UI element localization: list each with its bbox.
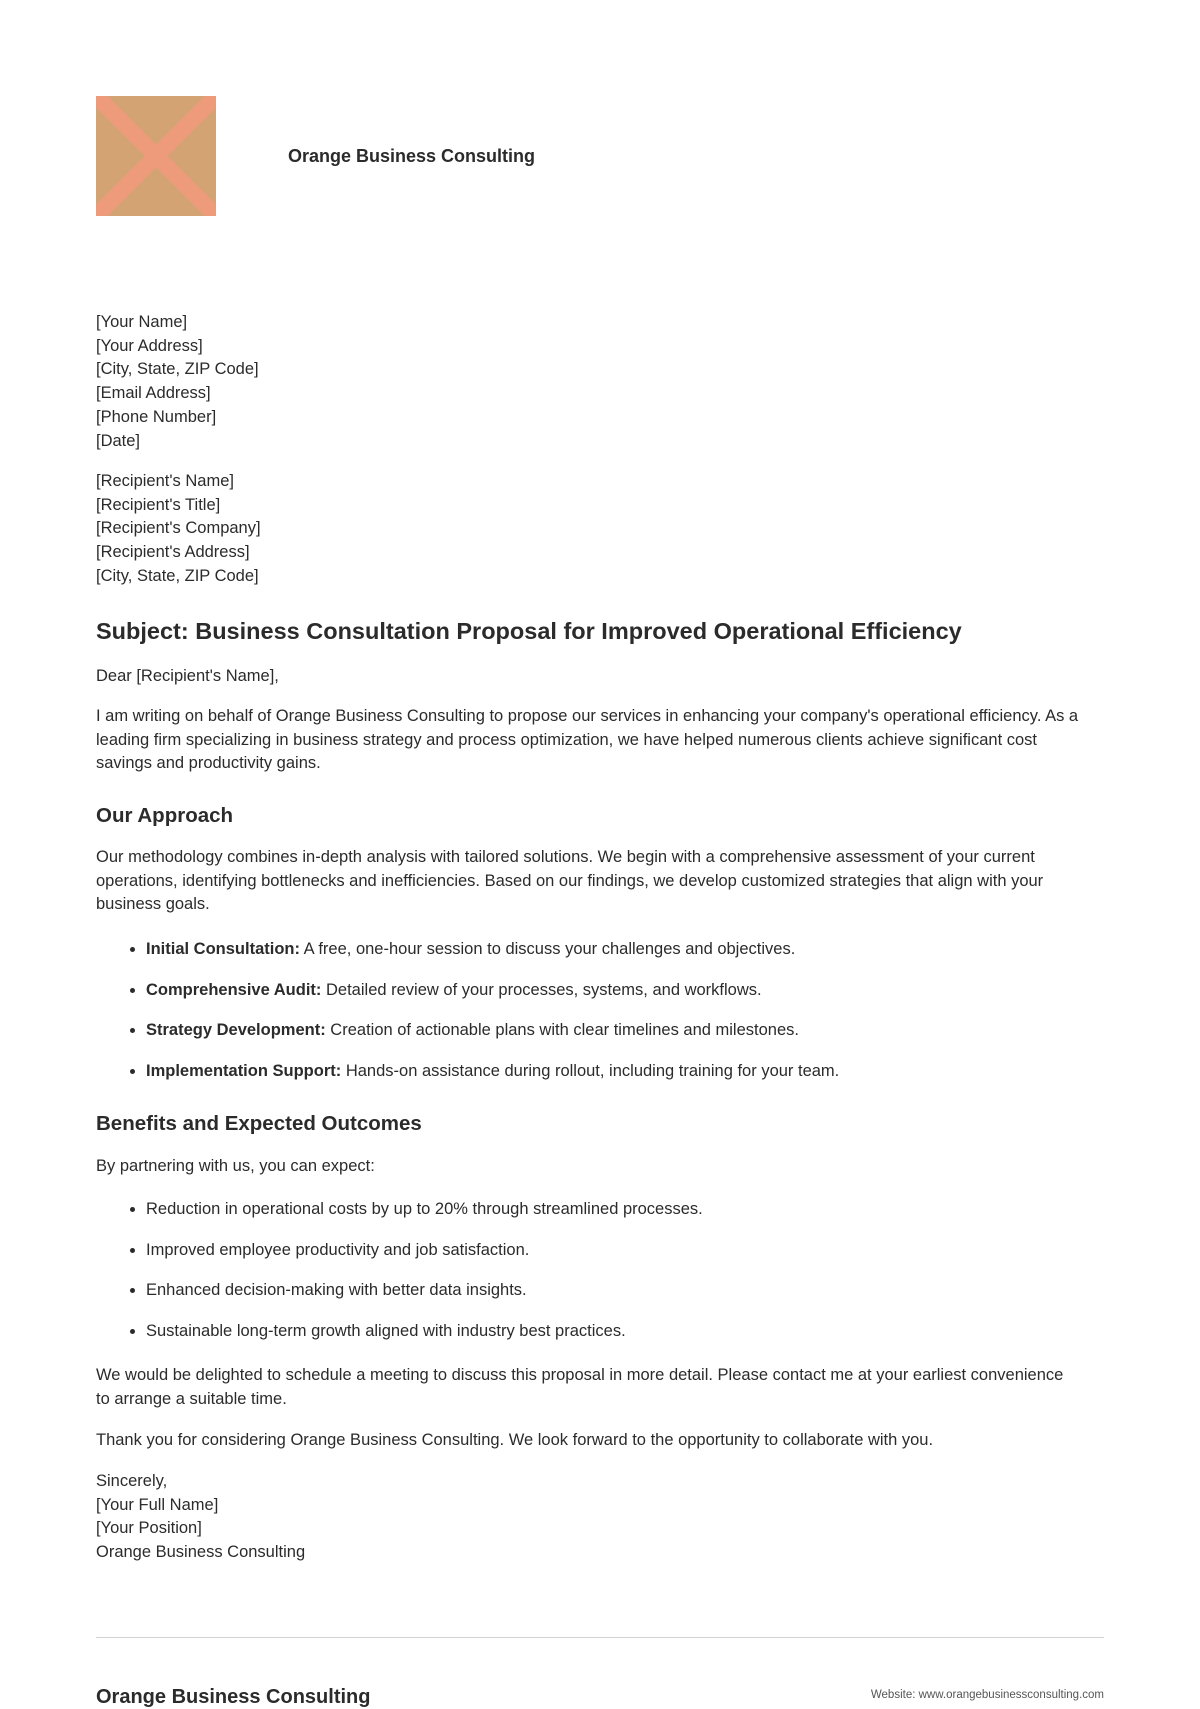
sender-phone: [Phone Number] bbox=[96, 407, 217, 426]
company-name: Orange Business Consulting bbox=[288, 146, 536, 166]
list-item-label: Initial Consultation: bbox=[146, 940, 300, 958]
recipient-company: [Recipient's Company] bbox=[96, 519, 261, 538]
approach-line: business goals. bbox=[96, 895, 210, 914]
list-item-text: Detailed review of your processes, systems, and workflows. bbox=[321, 980, 762, 999]
recipient-address-block bbox=[96, 470, 1106, 589]
recipient-address: [Recipient's Address] bbox=[96, 543, 250, 562]
benefits-intro bbox=[96, 1155, 1106, 1179]
placeholder-image-icon bbox=[96, 96, 216, 216]
recipient-name: [Recipient's Name] bbox=[96, 472, 234, 490]
sender-address: [Your Address] bbox=[96, 336, 203, 355]
list-item bbox=[146, 979, 1146, 1020]
letter-date: [Date] bbox=[96, 431, 141, 450]
recipient-title: [Recipient's Title] bbox=[96, 495, 221, 514]
intro-paragraph bbox=[96, 705, 1106, 776]
list-item bbox=[146, 938, 1146, 979]
list-item: • Improved employee productivity and job satisfaction. bbox=[146, 1239, 1146, 1280]
footer-website: Website: www.orangebusinessconsulting.com bbox=[870, 1689, 1104, 1701]
sender-name: [Your Name] bbox=[96, 313, 188, 331]
list-item: • Sustainable long-term growth aligned with industry best practices. bbox=[146, 1320, 1146, 1361]
approach-heading: Our Approach bbox=[96, 804, 234, 827]
sender-email: [Email Address] bbox=[96, 384, 211, 403]
sender-city-state-zip: [City, State, ZIP Code] bbox=[96, 360, 259, 379]
list-item-label: Implementation Support: bbox=[146, 1062, 342, 1081]
benefits-intro-text: By partnering with us, you can expect: bbox=[96, 1157, 375, 1175]
intro-line: leading firm specializing in business strategy and process optimization, we have helped numerous clients achieve significant cost bbox=[96, 730, 1037, 749]
subject-heading: Subject: Business Consultation Proposal for Improved Operational Efficiency bbox=[96, 618, 962, 644]
thank-you-line: Thank you for considering Orange Business Consulting. We look forward to the opportunity to collaborate with you. bbox=[96, 1431, 934, 1449]
closing-line: We would be delighted to schedule a meeting to discuss this proposal in more detail. Please contact me at your earliest convenience bbox=[96, 1366, 1064, 1384]
list-item-label: Strategy Development: bbox=[146, 1021, 326, 1040]
signature-block bbox=[96, 1470, 1106, 1565]
benefits-heading: Benefits and Expected Outcomes bbox=[96, 1112, 422, 1135]
list-item bbox=[146, 1019, 1146, 1060]
approach-line: operations, identifying bottlenecks and inefficiencies. Based on our findings, we develop customized strategies that align with your bbox=[96, 871, 1044, 890]
list-item-text: Creation of actionable plans with clear timelines and milestones. bbox=[325, 1021, 799, 1040]
sender-address-block bbox=[96, 311, 1106, 453]
sign-off: Sincerely, bbox=[96, 1472, 168, 1490]
thank-you-paragraph bbox=[96, 1429, 1106, 1453]
intro-line: savings and productivity gains. bbox=[96, 754, 321, 773]
intro-line: I am writing on behalf of Orange Business Consulting to propose our services in enhancing your company's operational efficiency. As a bbox=[96, 707, 1079, 725]
benefits-list bbox=[96, 1198, 1146, 1361]
letterhead bbox=[96, 96, 1104, 216]
list-item: • Reduction in operational costs by up to 20% through streamlined processes. bbox=[146, 1198, 1146, 1239]
footer-company-name: Orange Business Consulting bbox=[96, 1686, 371, 1708]
salutation-text: Dear [Recipient's Name], bbox=[96, 667, 279, 685]
approach-list bbox=[96, 938, 1146, 1101]
signer-position: [Your Position] bbox=[96, 1519, 202, 1538]
recipient-city-state-zip: [City, State, ZIP Code] bbox=[96, 566, 259, 585]
closing-line: to arrange a suitable time. bbox=[96, 1389, 287, 1408]
list-item bbox=[146, 1060, 1146, 1101]
footer-divider bbox=[96, 1637, 1104, 1638]
list-item-label: Comprehensive Audit: bbox=[146, 980, 322, 999]
list-item-text: Hands-on assistance during rollout, including training for your team. bbox=[341, 1062, 840, 1081]
signer-name: [Your Full Name] bbox=[96, 1495, 219, 1514]
salutation bbox=[96, 665, 1106, 689]
closing-paragraph bbox=[96, 1364, 1106, 1411]
list-item: • Enhanced decision-making with better data insights. bbox=[146, 1279, 1146, 1320]
approach-paragraph bbox=[96, 846, 1106, 917]
approach-line: Our methodology combines in-depth analysis with tailored solutions. We begin with a comprehensive assessment of your current bbox=[96, 848, 1035, 866]
list-item-text: A free, one-hour session to discuss your challenges and objectives. bbox=[300, 940, 796, 958]
signer-company: Orange Business Consulting bbox=[96, 1543, 306, 1562]
